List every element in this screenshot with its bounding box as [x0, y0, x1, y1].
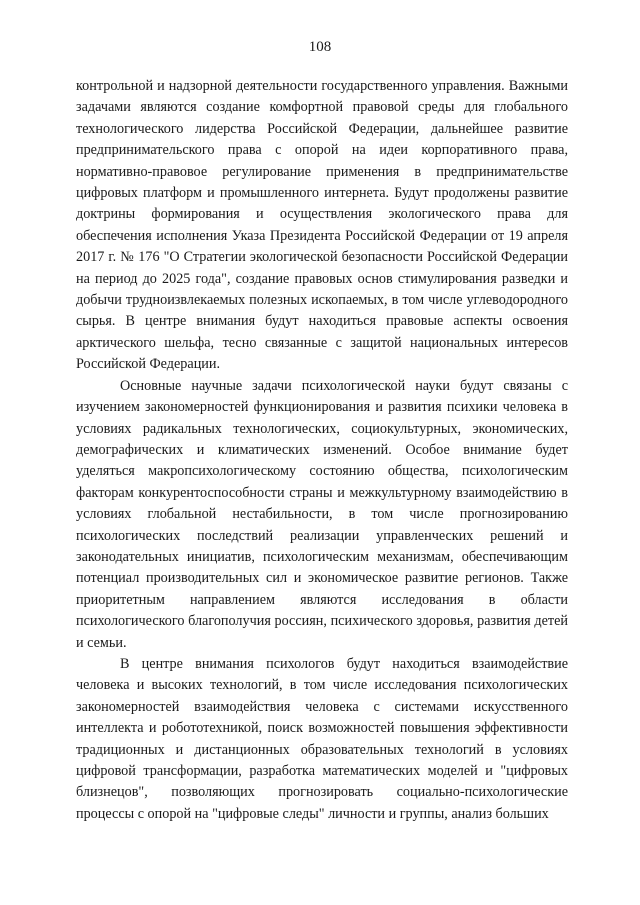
paragraph-psychology-technology: В центре внимания психологов будут находиться взаимодействие человека и высоких технологий, в том числе исследования психологических закономерностей взаимодействия человека с системами искусственного интеллекта и робототехникой, поиск возможностей повышения эффективности традиционных и дистанционных образовательных технологий в условиях цифровой трансформации, разработка математических моделей и "цифровых близнецов", позволяющих прогнозировать социально-психологические процессы с опорой на "цифровые следы" личности и группы, анализ больших [76, 655, 568, 822]
page-number: 108 [308, 39, 332, 55]
body-text [76, 76, 568, 825]
paragraph-psychology-tasks: Основные научные задачи психологической науки будут связаны с изучением закономерностей функционирования и развития психики человека в условиях радикальных технологических, социокультурных, экономических, демографических и климатических изменений. Особое внимание будет уделяться макропсихологическому состоянию общества, психологическим факторам конкурентоспособности страны и межкультурному взаимодействию в условиях глобальной нестабильности, в том числе прогнозированию психологических последствий реализации управленческих решений и законодательных инициатив, психологическим механизмам, обеспечивающим потенциал производительных сил и экономическое развитие регионов. Также приоритетным направлением являются исследования в области психологического благополучия россиян, психического здоровья, развития детей и семьи. [76, 377, 568, 651]
paragraph-law: контрольной и надзорной деятельности государственного управления. Важными задачами являются создание комфортной правовой среды для глобального технологического лидерства Российской Федерации, дальнейшее развитие предпринимательского права с опорой на идеи корпоративного права, нормативно-правовое регулирование применения в предпринимательстве цифровых платформ и промышленного интернета. Будут продолжены развитие доктрины формирования и осуществления экологического права для обеспечения исполнения Указа Президента Российской Федерации от 19 апреля 2017 г. № 176 "О Стратегии экологической безопасности Российской Федерации на период до 2025 года", создание правовых основ стимулирования разведки и добычи трудноизвлекаемых полезных ископаемых, в том числе углеводородного сырья. В центре внимания будут находиться правовые аспекты освоения арктического шельфа, тесно связанные с защитой национальных интересов Российской Федерации. [76, 78, 568, 373]
